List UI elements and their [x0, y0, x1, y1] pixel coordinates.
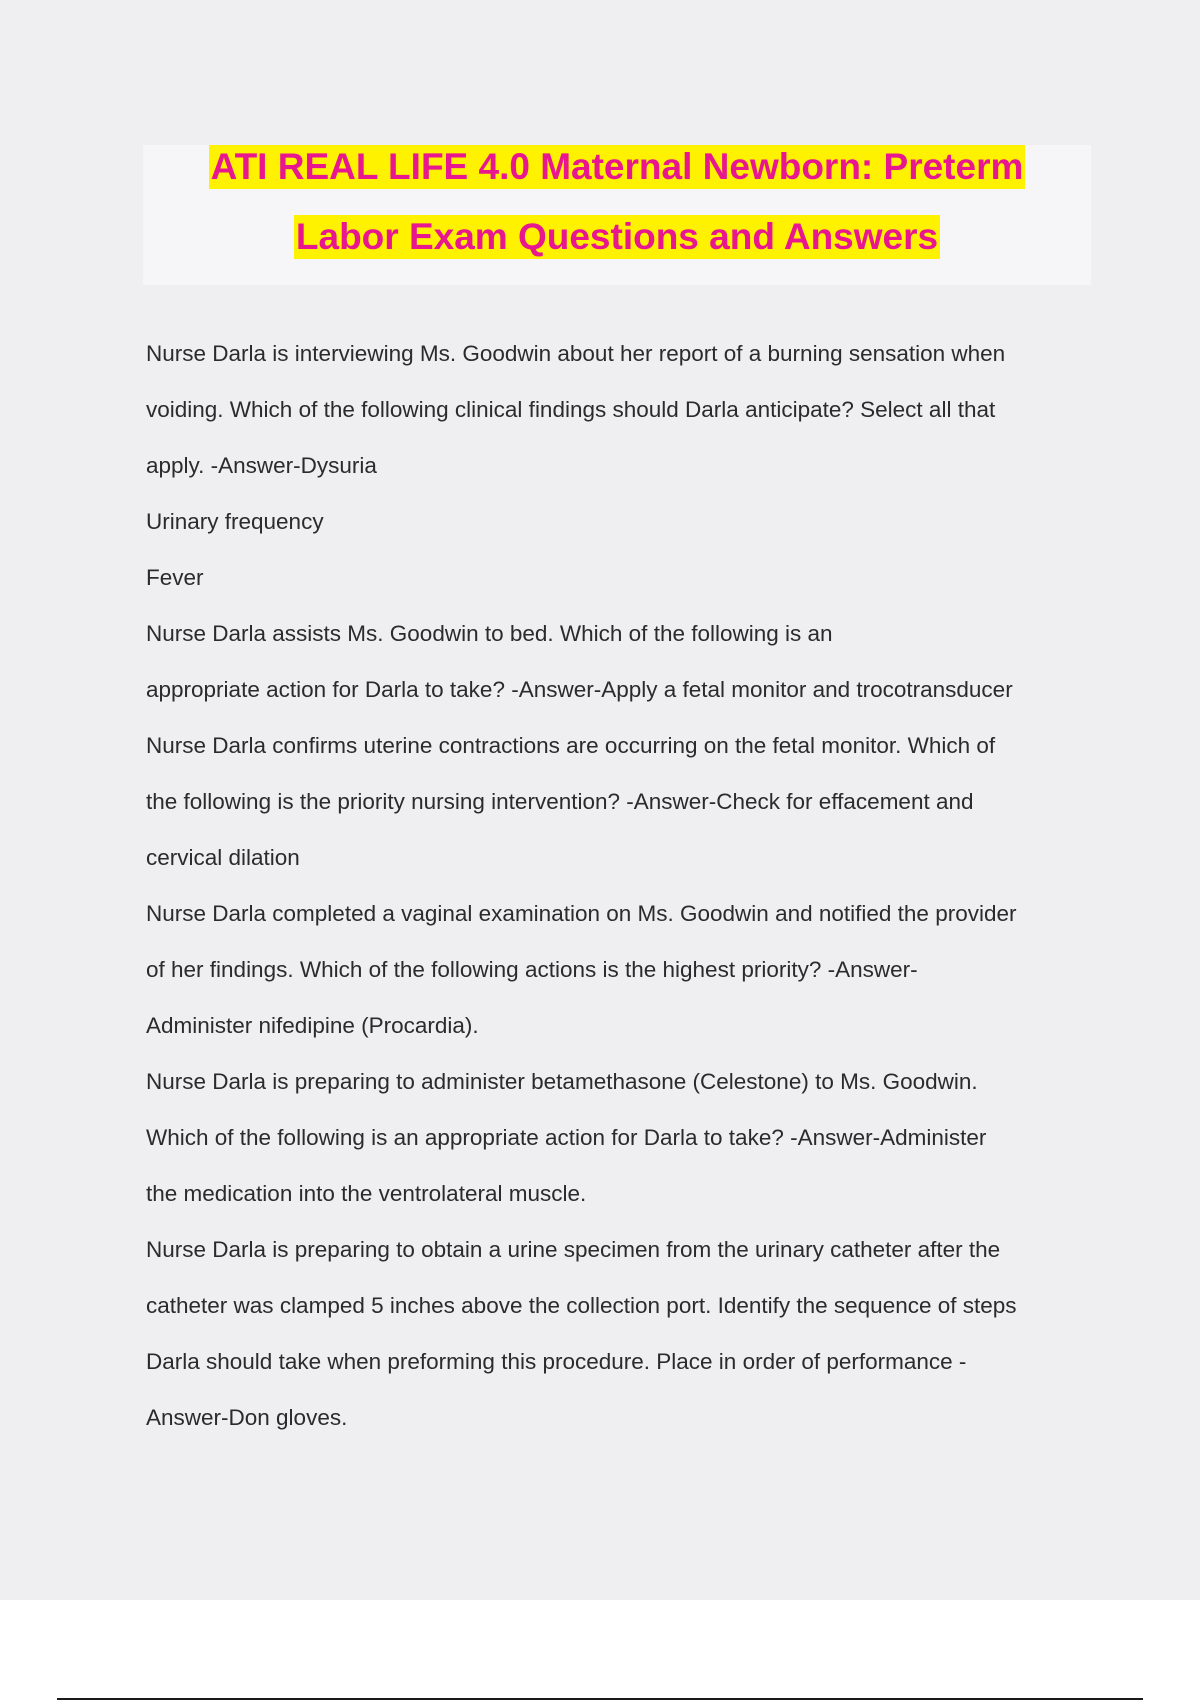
body-line: Nurse Darla is interviewing Ms. Goodwin about her report of a burning sensation when	[146, 341, 1006, 366]
body-line: voiding. Which of the following clinical findings should Darla anticipate? Select all that	[146, 397, 996, 422]
document-title	[143, 145, 1091, 285]
title-line-1: ATI REAL LIFE 4.0 Maternal Newborn: Preterm	[210, 146, 1024, 187]
body-line: appropriate action for Darla to take? -Answer-Apply a fetal monitor and trocotransducer	[146, 677, 1013, 702]
body-line: the medication into the ventrolateral muscle.	[146, 1181, 587, 1206]
body-line: catheter was clamped 5 inches above the collection port. Identify the sequence of steps	[146, 1293, 1017, 1318]
document-body	[146, 333, 1106, 1453]
body-line: Nurse Darla confirms uterine contractions are occurring on the fetal monitor. Which of	[146, 733, 996, 758]
body-line: Answer-Don gloves.	[146, 1405, 348, 1430]
body-line: of her findings. Which of the following actions is the highest priority? -Answer-	[146, 957, 918, 982]
body-line: Administer nifedipine (Procardia).	[146, 1013, 479, 1038]
body-line: Nurse Darla is preparing to administer betamethasone (Celestone) to Ms. Goodwin.	[146, 1069, 978, 1094]
body-line: Urinary frequency	[146, 509, 324, 534]
body-line: the following is the priority nursing intervention? -Answer-Check for effacement and	[146, 789, 974, 814]
title-line-2: Labor Exam Questions and Answers	[295, 216, 939, 257]
body-line: Nurse Darla completed a vaginal examination on Ms. Goodwin and notified the provider	[146, 901, 1017, 926]
body-line: Nurse Darla is preparing to obtain a urine specimen from the urinary catheter after the	[146, 1237, 1001, 1262]
body-line: apply. -Answer-Dysuria	[146, 453, 377, 478]
body-line: Darla should take when preforming this procedure. Place in order of performance -	[146, 1349, 967, 1374]
body-line: Nurse Darla assists Ms. Goodwin to bed. Which of the following is an	[146, 621, 833, 646]
body-line: Fever	[146, 565, 204, 590]
body-line: cervical dilation	[146, 845, 300, 870]
body-line: Which of the following is an appropriate action for Darla to take? -Answer-Administer	[146, 1125, 987, 1150]
